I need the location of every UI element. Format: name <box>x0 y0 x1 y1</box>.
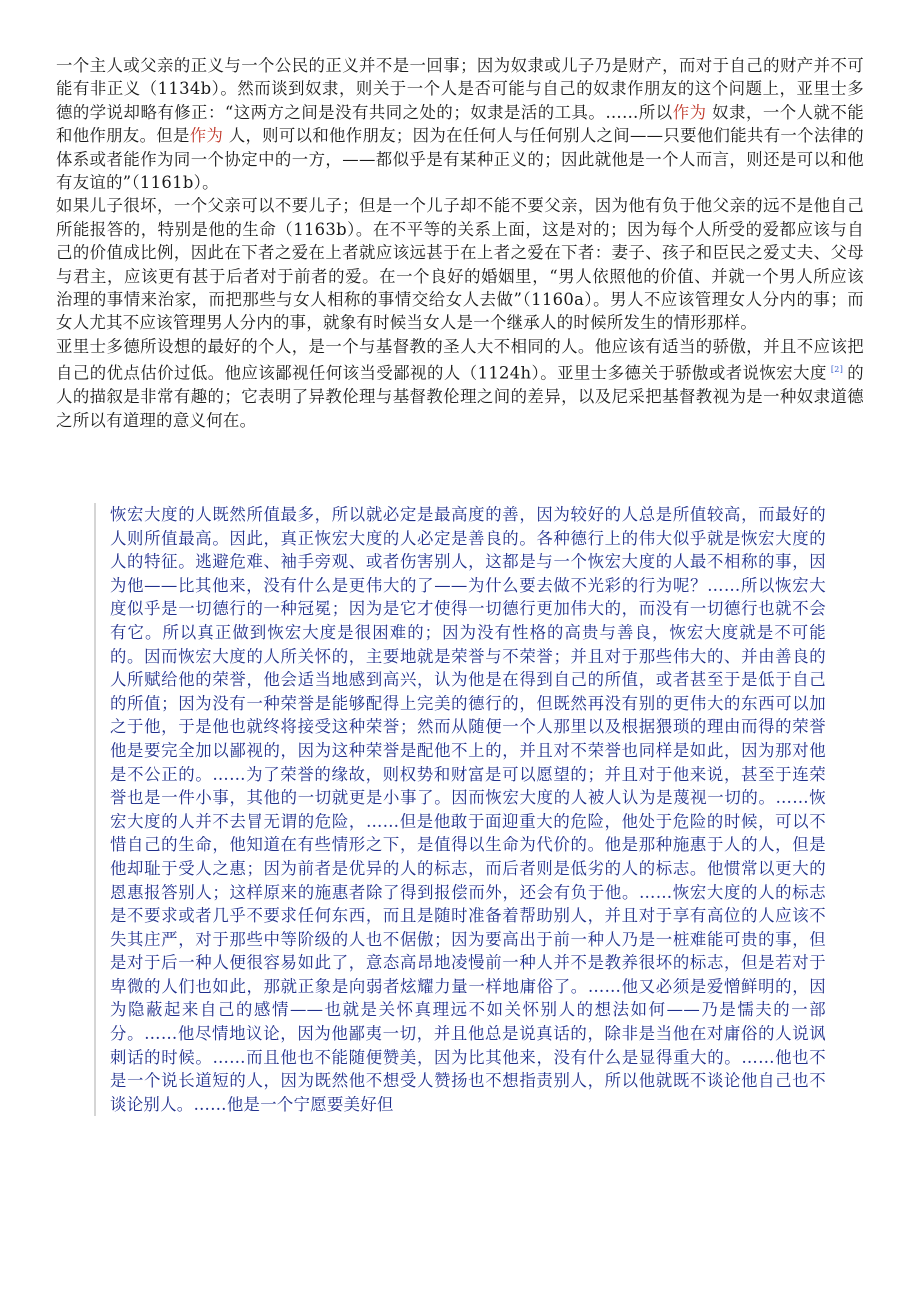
document-body <box>56 54 864 432</box>
blockquote-magnanimous-man <box>94 503 826 1116</box>
highlighted-term: 作为 <box>189 126 224 146</box>
paragraph-master-slave-justice <box>56 54 864 194</box>
highlighted-term: 作为 <box>672 102 707 122</box>
paragraph-text: 奴隶，一个人就不能和他作朋友。但是 <box>56 102 864 146</box>
paragraph-text: 亚里士多德所设想的最好的个人，是一个与基督教的圣人大不相同的人。他应该有适当的骄傲，并且不应该把自己的优点估价过低。他应该鄙视任何该当受鄙视的人（1124h）。亚里士多德关于骄傲或者说恢宏大度 <box>56 336 864 383</box>
paragraph-text: 的人的描叙是非常有趣的；它表明了异教伦理与基督教伦理之间的差异，以及尼采把基督教视为是一种奴隶道德之所以有道理的意义何在。 <box>56 363 864 430</box>
paragraph-best-individual <box>56 335 864 432</box>
paragraph-text: 一个主人或父亲的正义与一个公民的正义并不是一回事；因为奴隶或儿子乃是财产，而对于自己的财产并不可能有非正义（1134b）。然而谈到奴隶，则关于一个人是否可能与自己的奴隶作朋友的这个问题上，亚里士多德的学说却略有修正：“这两方之间是没有共同之处的；奴隶是活的工具。……所以 <box>56 56 864 122</box>
paragraph-father-son: 如果儿子很坏，一个父亲可以不要儿子；但是一个儿子却不能不要父亲，因为他有负于他父亲的远不是他自己所能报答的，特别是他的生命（1163b）。在不平等的关系上面，这是对的；因为每个人所受的爱都应该与自己的价值成比例，因此在下者之爱在上者就应该远甚于在上者之爱在下者：妻子、孩子和臣民之爱丈夫、父母与君主，应该更有甚于后者对于前者的爱。在一个良好的婚姻里，“男人依照他的价值、并就一个男人所应该治理的事情来治家，而把那些与女人相称的事情交给女人去做”（1160a）。男人不应该管理女人分内的事；而女人尤其不应该管理男人分内的事，就象有时候当女人是一个继承人的时候所发生的情形那样。 <box>56 196 864 333</box>
quote-text: 恢宏大度的人既然所值最多，所以就必定是最高度的善，因为较好的人总是所值较高，而最好的人则所值最高。因此，真正恢宏大度的人必定是善良的。各种德行上的伟大似乎就是恢宏大度的人的特征。逃避危难、袖手旁观、或者伤害别人，这都是与一个恢宏大度的人最不相称的事，因为他——比其他来，没有什么是更伟大的了——为什么要去做不光彩的行为呢？……所以恢宏大度似乎是一切德行的一种冠冕；因为是它才使得一切德行更加伟大的，而没有一切德行也就不会有它。所以真正做到恢宏大度是很困难的；因为没有性格的高贵与善良，恢宏大度就是不可能的。因而恢宏大度的人所关怀的，主要地就是荣誉与不荣誉；并且对于那些伟大的、并由善良的人所赋给他的荣誉，他会适当地感到高兴，认为他是在得到自己的所值，或者甚至于是低于自己的所值；因为没有一种荣誉是能够配得上完美的德行的，但既然再没有别的更伟大的东西可以加之于他，于是他也就终将接受这种荣誉；然而从随便一个人那里以及根据猥琐的理由而得的荣誉他是要完全加以鄙视的，因为这种荣誉是配他不上的，并且对不荣誉也同样是如此，因为那对他是不公正的。……为了荣誉的缘故，则权势和财富是可以愿望的；并且对于他来说，甚至于连荣誉也是一件小事，其他的一切就更是小事了。因而恢宏大度的人被人认为是蔑视一切的。……恢宏大度的人并不去冒无谓的危险，……但是他敢于面迎重大的危险，他处于危险的时候，可以不惜自己的生命，他知道在有些情形之下，是值得以生命为代价的。他是那种施惠于人的人，但是他却耻于受人之惠；因为前者是优异的人的标志，而后者则是低劣的人的标志。他惯常以更大的恩惠报答别人；这样原来的施惠者除了得到报偿而外，还会有负于他。……恢宏大度的人的标志是不要求或者几乎不要求任何东西，而且是随时准备着帮助别人，并且对于享有高位的人应该不失其庄严，对于那些中等阶级的人也不倨傲；因为要高出于前一种人乃是一桩难能可贵的事，但是对于后一种人便很容易如此了，意态高昂地凌慢前一种人并不是教养很坏的标志，但是若对于卑微的人们也如此，那就正象是向弱者炫耀力量一样地庸俗了。……他又必须是爱憎鲜明的，因为隐蔽起来自己的感情——也就是关怀真理远不如关怀别人的想法如何——乃是懦夫的一部分。……他尽情地议论，因为他鄙夷一切，并且他总是说真话的，除非是当他在对庸俗的人说讽刺话的时候。……而且他也不能随便赞美，因为比其他来，没有什么是显得重大的。……他也不是一个说长道短的人，因为既然他不想受人赞扬也不想指责别人，所以他就既不谈论他自己也不谈论别人。……他是一个宁愿要美好但 <box>110 505 826 1114</box>
paragraph-text: 人，则可以和他作朋友；因为在任何人与任何别人之间——只要他们能共有一个法律的体系或者能作为同一个协定中的一方，——都似乎是有某种正义的；因此就他是一个人而言，则还是可以和他有友谊的”（1161b）。 <box>56 126 864 193</box>
footnote-link[interactable]: [2] <box>830 365 844 375</box>
